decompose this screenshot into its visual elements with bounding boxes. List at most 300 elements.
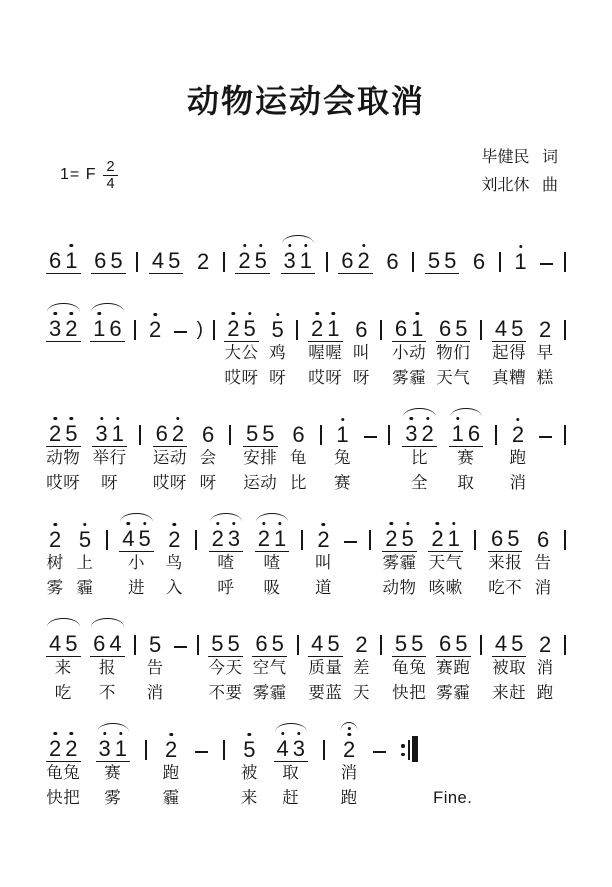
note-area <box>474 506 476 552</box>
note-group <box>314 529 332 552</box>
lyric-line2: 入 <box>165 579 183 597</box>
note-digit: 6 <box>467 421 481 446</box>
octave-dot <box>232 312 235 315</box>
lyric-line2: 快把 <box>46 789 81 807</box>
lyric-line2: 呀 <box>269 369 287 387</box>
note-area <box>213 296 215 342</box>
note-digit: 4 <box>109 631 122 656</box>
note-group <box>46 738 81 762</box>
barline <box>564 635 566 655</box>
score-column <box>134 296 136 392</box>
note-area <box>352 611 370 657</box>
repeat-dots <box>401 744 404 756</box>
score-column <box>382 506 417 602</box>
note-area <box>326 228 328 274</box>
octave-dot <box>116 417 119 420</box>
octave-dot <box>276 313 279 316</box>
note-digit: 2 <box>166 529 182 550</box>
note-digit: 5 <box>271 631 284 656</box>
note-digit: 2 <box>341 739 357 760</box>
note-area <box>436 611 471 657</box>
lyric-line2: 雾 <box>104 789 122 807</box>
note-area <box>46 506 64 552</box>
note-group <box>46 529 64 552</box>
note-area <box>373 716 386 762</box>
note-digit: 5 <box>242 318 258 339</box>
note-digit: 4 <box>151 248 165 273</box>
note-area <box>92 401 127 447</box>
score-column <box>436 296 471 392</box>
lyric-line2: 吃 <box>54 684 72 702</box>
note-area <box>369 506 371 552</box>
key-signature <box>60 158 118 192</box>
score-column <box>145 716 147 812</box>
score-column <box>388 401 390 497</box>
note-area <box>46 228 81 274</box>
note-area <box>380 611 382 657</box>
lyric-line2: 进 <box>127 579 145 597</box>
octave-dot <box>216 522 219 525</box>
note-group <box>165 529 183 552</box>
note-digit: 5 <box>511 316 524 341</box>
slur-arc <box>91 303 124 312</box>
note-area <box>564 611 566 657</box>
note-area <box>564 506 566 552</box>
score-column <box>289 401 307 497</box>
lyric-line1: 举行 <box>92 449 127 467</box>
barline <box>495 425 497 445</box>
score-column <box>323 716 325 812</box>
note-digit: 3 <box>291 738 307 759</box>
lyric-line1: 差 <box>352 659 370 677</box>
note-area <box>91 228 126 274</box>
meta-row <box>46 144 566 200</box>
note-digit: 5 <box>136 528 152 549</box>
barline <box>480 635 482 655</box>
note-group <box>402 423 437 447</box>
score-column <box>90 296 125 392</box>
lyric-line2: 吃不 <box>488 579 523 597</box>
octave-dot <box>410 417 413 420</box>
barline <box>564 252 566 272</box>
note-group <box>46 250 81 274</box>
score-column <box>428 506 463 602</box>
note-area <box>480 611 482 657</box>
note-digit: 3 <box>403 423 419 444</box>
lyric-line1: 雾霾 <box>382 554 417 572</box>
note-area <box>297 611 299 657</box>
note-area <box>46 611 81 657</box>
slur-arc <box>47 303 80 312</box>
note-digit: 2 <box>47 529 63 550</box>
score-column <box>136 228 138 274</box>
note-area <box>380 296 382 342</box>
meter-numerator: 2 <box>103 159 117 176</box>
note-digit: 6 <box>93 631 106 656</box>
note-area <box>425 228 460 274</box>
note-group <box>76 529 94 552</box>
lyric-line1: 跑 <box>162 764 180 782</box>
thick-bar <box>412 736 418 762</box>
octave-dot <box>341 418 344 421</box>
note-group <box>240 739 258 762</box>
score-column <box>243 401 278 497</box>
score-column <box>208 611 243 707</box>
score-column <box>153 401 188 497</box>
score-column <box>436 611 471 707</box>
octave-dot <box>516 418 519 421</box>
score-column <box>492 611 527 707</box>
note-area <box>320 401 322 447</box>
note-area <box>90 611 125 657</box>
note-digit: 2 <box>383 528 399 549</box>
score-column <box>224 296 259 392</box>
lyric-line1: 叫 <box>352 344 370 362</box>
barline <box>301 530 303 550</box>
score-column <box>564 401 566 497</box>
note-group <box>340 739 358 762</box>
note-group <box>46 318 81 342</box>
score-system <box>46 228 566 274</box>
lyric-line2: 消 <box>509 474 527 492</box>
note-area <box>209 506 244 552</box>
barline <box>474 530 476 550</box>
note-digit: 2 <box>170 423 186 444</box>
score-column <box>511 228 529 274</box>
octave-dot <box>243 244 246 247</box>
score-column <box>564 611 566 707</box>
note-digit: 5 <box>110 248 123 273</box>
lyric-line2: 消 <box>146 684 164 702</box>
barline <box>412 252 414 272</box>
note-group <box>153 423 188 447</box>
note-area <box>134 296 136 342</box>
score-column <box>91 228 126 274</box>
lyric-line2: 呀 <box>101 474 119 492</box>
note-area <box>223 716 225 762</box>
octave-dot <box>436 522 439 525</box>
note-group <box>194 251 212 274</box>
note-group <box>338 250 373 274</box>
lyric-line2: 天气 <box>436 369 471 387</box>
note-digit: 2 <box>539 632 552 657</box>
octave-dot <box>347 733 350 736</box>
note-digit: 3 <box>97 738 113 759</box>
note-group <box>90 318 125 342</box>
barline <box>369 530 371 550</box>
lyric-line1: 赛 <box>457 449 475 467</box>
score-column <box>499 228 501 274</box>
note-group <box>90 633 125 657</box>
score-column <box>46 401 81 497</box>
octave-dot <box>153 313 156 316</box>
note-digit: 5 <box>148 632 162 657</box>
note-digit: 2 <box>47 738 63 759</box>
lyric-line2: 来赶 <box>492 684 527 702</box>
slur-arc <box>91 618 124 627</box>
time-signature <box>103 159 117 192</box>
score-column <box>401 716 418 812</box>
lyric-line2: 道 <box>314 579 332 597</box>
note-group <box>536 634 554 657</box>
barline <box>136 252 138 272</box>
score-column <box>480 296 482 392</box>
note-digit: 1 <box>298 250 314 271</box>
octave-dot <box>70 417 73 420</box>
score-column <box>195 506 197 602</box>
octave-dot <box>100 417 103 420</box>
note-group <box>382 528 417 552</box>
note-area <box>229 401 231 447</box>
note-group <box>146 634 164 657</box>
score-column <box>76 506 94 602</box>
note-digit: 2 <box>420 423 436 444</box>
note-digit: 3 <box>282 250 298 271</box>
lyric-line2: 哎呀 <box>308 369 343 387</box>
octave-dot <box>103 732 106 735</box>
octave-dot <box>169 733 172 736</box>
lyric-line2: 运动 <box>243 474 278 492</box>
note-area <box>281 228 316 274</box>
score-column <box>470 228 488 274</box>
note-digit: 5 <box>77 529 93 550</box>
lyric-line1: 喳 <box>217 554 235 572</box>
note-group <box>46 633 81 657</box>
score-column <box>46 228 81 274</box>
note-digit: 1 <box>325 318 341 339</box>
score-system <box>46 401 566 497</box>
note-digit: 2 <box>196 249 210 274</box>
note-area <box>46 296 81 342</box>
lyric-line1: 消 <box>536 659 554 677</box>
note-digit: 2 <box>315 529 331 550</box>
barline <box>145 740 147 760</box>
note-area <box>243 401 278 447</box>
octave-dot <box>53 312 56 315</box>
lyric-line1: 运动 <box>152 449 187 467</box>
note-area <box>495 401 497 447</box>
note-digit: 6 <box>202 422 215 447</box>
score-column <box>174 296 187 392</box>
note-area <box>333 401 351 447</box>
slur-arc <box>47 618 80 627</box>
note-digit: 4 <box>311 631 324 656</box>
duration-dash <box>373 751 386 753</box>
octave-dot <box>53 732 56 735</box>
note-area <box>174 611 187 657</box>
lyric-line1: 龟兔 <box>392 659 427 677</box>
score-column <box>165 506 183 602</box>
slur-arc <box>120 513 153 522</box>
note-area <box>323 716 325 762</box>
note-area <box>195 506 197 552</box>
note-digit: 5 <box>511 631 524 656</box>
note-area <box>436 296 471 342</box>
note-group <box>224 318 259 342</box>
note-area <box>470 228 488 274</box>
octave-dot <box>83 523 86 526</box>
duration-dash <box>174 646 187 648</box>
lyric-line1: 鸟 <box>165 554 183 572</box>
lyric-line2: 全 <box>411 474 428 492</box>
note-area <box>352 296 370 342</box>
lyric-line1: 质量 <box>308 659 343 677</box>
score-column <box>536 296 554 392</box>
note-digit: 6 <box>49 248 62 273</box>
lyric-line1: 取 <box>282 764 300 782</box>
note-group <box>119 528 154 552</box>
lyric-line1: 来 <box>54 659 72 677</box>
lyric-line2: 咳嗽 <box>428 579 463 597</box>
score-column <box>369 506 371 602</box>
score-column <box>194 228 212 274</box>
lyric-line1: 龟兔 <box>46 764 81 782</box>
note-group <box>308 633 343 657</box>
note-area <box>564 401 566 447</box>
octave-dot <box>248 312 251 315</box>
score-column <box>492 296 527 392</box>
note-digit: 5 <box>411 631 424 656</box>
note-group <box>255 528 290 552</box>
note-area <box>480 296 482 342</box>
octave-dot <box>390 522 393 525</box>
score-column <box>433 716 472 812</box>
note-digit: 5 <box>241 739 257 760</box>
score-column <box>338 228 373 274</box>
lyric-line1: 报 <box>98 659 116 677</box>
lyric-line2: 跑 <box>340 789 358 807</box>
score-column <box>534 506 552 602</box>
note-digit: 1 <box>446 528 462 549</box>
score-column <box>425 228 460 274</box>
note-group <box>289 424 307 447</box>
note-digit: 2 <box>256 528 272 549</box>
note-area <box>224 296 259 342</box>
note-area <box>208 611 243 657</box>
note-digit: 5 <box>269 319 285 340</box>
note-digit: 5 <box>444 248 457 273</box>
note-digit: 1 <box>113 738 129 759</box>
score-column <box>383 228 401 274</box>
lyric-line2: 来 <box>240 789 258 807</box>
note-digit: 2 <box>510 424 526 445</box>
note-digit: 5 <box>63 423 79 444</box>
note-digit: 2 <box>63 318 79 339</box>
score-column <box>380 611 382 707</box>
lyric-line2: 天 <box>352 684 370 702</box>
barline <box>388 425 390 445</box>
barline <box>229 425 231 445</box>
octave-dot <box>248 733 251 736</box>
score-column <box>252 611 287 707</box>
note-area <box>492 611 527 657</box>
note-area <box>46 716 81 762</box>
score-column <box>536 611 554 707</box>
note-digit: 2 <box>539 317 552 342</box>
note-area <box>149 228 184 274</box>
note-area <box>252 611 287 657</box>
score-column <box>308 611 343 707</box>
note-area <box>235 228 270 274</box>
note-digit: 2 <box>210 528 226 549</box>
note-area <box>388 401 390 447</box>
score-column <box>146 296 164 392</box>
note-group <box>252 633 287 657</box>
note-digit: 5 <box>427 248 441 273</box>
score-system <box>46 611 566 707</box>
lyric-line2: 赶 <box>282 789 300 807</box>
note-area <box>194 228 212 274</box>
lyric-line2: 取 <box>457 474 475 492</box>
note-area <box>145 716 147 762</box>
score-column <box>46 611 81 707</box>
duration-dash <box>195 751 208 753</box>
score-column <box>308 296 343 392</box>
note-area <box>268 296 286 342</box>
note-group <box>92 423 127 447</box>
score-column <box>340 716 358 812</box>
lyric-line2: 糕 <box>536 369 554 387</box>
lyric-line1: 起得 <box>492 344 527 362</box>
score-column <box>392 611 427 707</box>
note-area <box>536 296 554 342</box>
lyric-line2: 快把 <box>392 684 427 702</box>
lyric-line1: 天气 <box>428 554 463 572</box>
note-digit: 6 <box>94 248 107 273</box>
note-area <box>165 506 183 552</box>
lyric-line1: 物们 <box>436 344 471 362</box>
lyric-line2: 呀 <box>199 474 217 492</box>
note-area <box>199 401 217 447</box>
score-column <box>46 716 81 812</box>
note-digit: 4 <box>275 738 291 759</box>
octave-dot <box>322 523 325 526</box>
note-area <box>90 296 125 342</box>
lyric-line1: 早 <box>536 344 554 362</box>
note-area <box>296 296 298 342</box>
note-digit: 4 <box>494 631 508 656</box>
note-digit: 6 <box>109 316 122 341</box>
lyric-line2: 雾霾 <box>436 684 471 702</box>
score-column <box>46 506 64 602</box>
note-digit: 5 <box>262 421 275 446</box>
lyric-line1: 今天 <box>208 659 243 677</box>
note-area <box>289 401 307 447</box>
note-group <box>333 424 351 447</box>
lyric-line1: 喔喔 <box>308 344 343 362</box>
note-area <box>338 228 373 274</box>
note-area <box>162 716 180 762</box>
duration-dash <box>344 541 357 543</box>
note-area <box>46 401 81 447</box>
note-group <box>511 251 529 274</box>
note-digit: 2 <box>429 528 445 549</box>
note-area <box>536 611 554 657</box>
note-area <box>499 228 501 274</box>
score-column <box>146 611 164 707</box>
lyric-line1: 小 <box>127 554 145 572</box>
score-column <box>539 401 552 497</box>
lyric-line2: 要蓝 <box>308 684 343 702</box>
note-group <box>352 319 370 342</box>
note-area <box>240 716 258 762</box>
note-group <box>235 250 270 274</box>
barline <box>380 320 382 340</box>
note-area <box>509 401 527 447</box>
barline <box>197 635 199 655</box>
lyric-line1: 被 <box>240 764 258 782</box>
note-area <box>449 401 484 447</box>
